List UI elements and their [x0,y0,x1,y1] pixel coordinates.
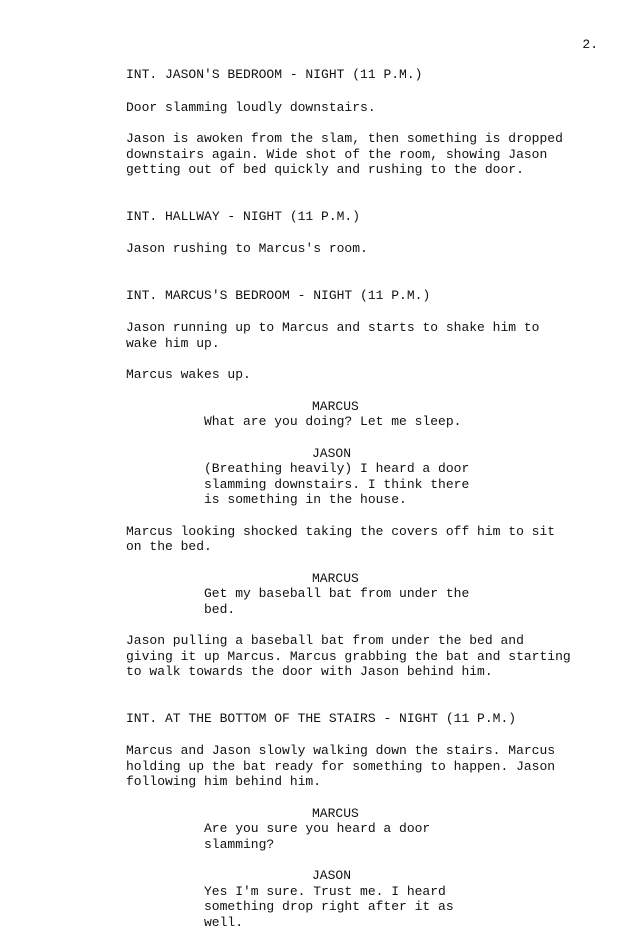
action-line: Jason is awoken from the slam, then something is dropped [126,131,563,146]
scene-heading: INT. HALLWAY - NIGHT (11 P.M.) [126,208,361,224]
action-line: wake him up. [126,335,220,351]
scene-heading: INT. JASON'S BEDROOM - NIGHT (11 P.M.) [126,67,423,82]
action-paragraph [126,100,596,116]
scene-spacer [126,696,596,711]
action-line: Door slamming loudly downstairs. [126,99,376,115]
action-line: Marcus looking shocked taking the covers off him to sit [126,523,556,539]
dialogue-block [204,446,596,508]
dialogue-line: well. [204,914,244,930]
action-line: giving it up Marcus. Marcus grabbing the bat and starting [126,648,571,664]
action-line: downstairs again. Wide shot of the room, showing Jason [126,146,548,162]
dialogue-block [204,571,596,618]
action-paragraph [126,367,596,383]
dialogue-line: Are you sure you heard a door [204,821,431,836]
character-name: JASON [312,445,352,461]
dialogue-line: bed. [204,601,236,617]
dialogue-block [204,399,596,430]
dialogue-line: (Breathing heavily) I heard a door [204,461,470,476]
action-line: Jason pulling a baseball bat from under the bed and [126,633,524,648]
dialogue-block [204,868,596,930]
dialogue-line: Get my baseball bat from under the [204,586,470,601]
action-paragraph [126,743,596,790]
action-line: getting out of bed quickly and rushing to the door. [126,162,524,177]
action-line: Marcus and Jason slowly walking down the stairs. Marcus [126,743,556,758]
dialogue-block [204,806,596,853]
character-name: MARCUS [312,398,359,414]
dialogue-line: slamming downstairs. I think there [204,476,470,492]
action-line: on the bed. [126,539,212,554]
action-line: Marcus wakes up. [126,367,251,382]
action-line: to walk towards the door with Jason behind him. [126,664,493,679]
page-number: 2. [582,37,598,52]
dialogue-line: What are you doing? Let me sleep. [204,414,462,429]
action-line: Jason running up to Marcus and starts to shake him to [126,320,540,335]
character-name: JASON [312,868,352,883]
action-paragraph [126,524,596,555]
scene-spacer [126,273,596,288]
character-name: MARCUS [312,570,359,586]
scene-heading: INT. AT THE BOTTOM OF THE STAIRS - NIGHT (11 P.M.) [126,710,517,726]
dialogue-line: is something in the house. [204,492,407,507]
action-paragraph [126,241,596,257]
dialogue-line: something drop right after it as [204,899,454,914]
action-line: holding up the bat ready for something to happen. Jason [126,758,556,774]
scene-heading: INT. MARCUS'S BEDROOM - NIGHT (11 P.M.) [126,287,431,303]
script-body [126,67,596,946]
action-line: following him behind him. [126,774,322,789]
action-paragraph [126,633,596,680]
scene-spacer [126,194,596,209]
action-line: Jason rushing to Marcus's room. [126,241,368,256]
character-name: MARCUS [312,805,359,821]
dialogue-line: slamming? [204,836,275,852]
action-paragraph [126,320,596,351]
dialogue-line: Yes I'm sure. Trust me. I heard [204,883,446,899]
action-paragraph [126,131,596,178]
